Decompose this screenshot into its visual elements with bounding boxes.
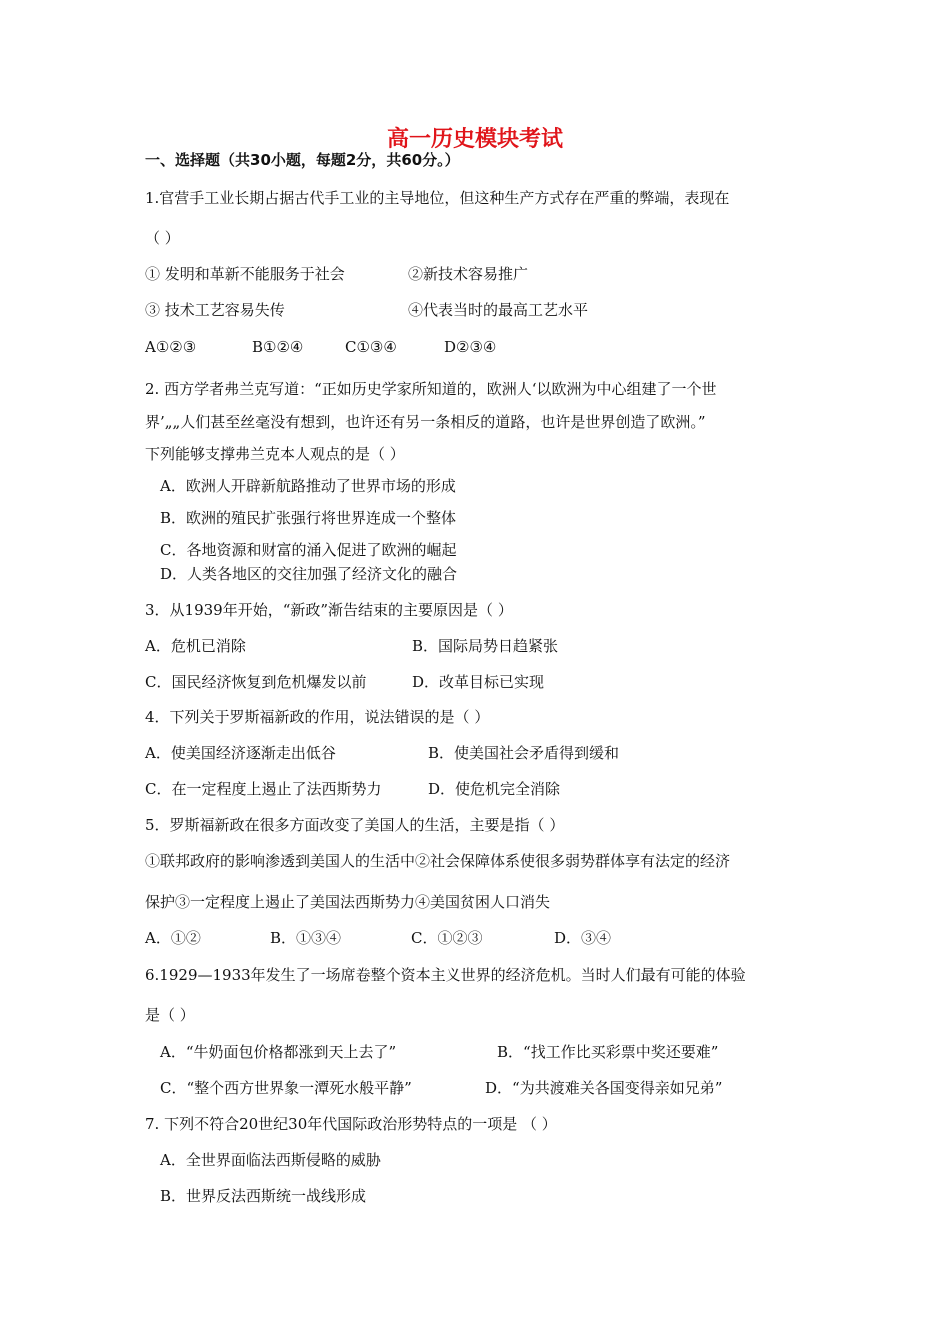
q1-choice-c: C①③④ (345, 338, 397, 356)
q6-choice-c: C．“整个西方世界象一潭死水般平静” (160, 1079, 412, 1097)
q1-stem-line-1: 1.官营手工业长期占据古代手工业的主导地位，但这种生产方式存在严重的弊端，表现在 (145, 189, 730, 207)
q5-choice-b: B．①③④ (270, 929, 342, 947)
q4-stem: 4．下列关于罗斯福新政的作用，说法错误的是（ ） (145, 708, 490, 726)
q7-choice-a: A．全世界面临法西斯侵略的威胁 (160, 1151, 381, 1169)
q1-choice-b: B①②④ (252, 338, 304, 356)
q5-statement-line-1: ①联邦政府的影响渗透到美国人的生活中②社会保障体系使很多弱势群体享有法定的经济 (145, 852, 731, 870)
q5-statement-line-2: 保护③一定程度上遏止了美国法西斯势力④美国贫困人口消失 (145, 893, 551, 911)
q2-stem-line-2: 界’„„人们甚至丝毫没有想到，也许还有另一条相反的道路，也许是世界创造了欧洲。” (145, 413, 706, 431)
q7-stem: 7. 下列不符合20世纪30年代国际政治形势特点的一项是 （ ） (145, 1115, 557, 1133)
q1-stem-line-2: （ ） (145, 229, 180, 247)
q3-choice-c: C．国民经济恢复到危机爆发以前 (145, 673, 367, 691)
q2-stem-line-3: 下列能够支撑弗兰克本人观点的是（ ） (145, 445, 405, 463)
q6-choice-b: B．“找工作比买彩票中奖还要难” (497, 1043, 719, 1061)
q1-option-3: ③ 技术工艺容易失传 (145, 301, 285, 319)
q6-choice-d: D．“为共渡难关各国变得亲如兄弟” (485, 1079, 723, 1097)
q3-choice-b: B．国际局势日趋紧张 (412, 637, 559, 655)
q4-choice-d: D．使危机完全消除 (428, 780, 561, 798)
exam-title: 高一历史模块考试 (386, 127, 563, 152)
q5-stem: 5．罗斯福新政在很多方面改变了美国人的生活，主要是指（ ） (145, 816, 565, 834)
q1-choice-a: A①②③ (145, 338, 197, 356)
q5-choice-c: C．①②③ (411, 929, 483, 947)
q2-choice-d: D．人类各地区的交往加强了经济文化的融合 (160, 565, 458, 583)
q1-option-4: ④代表当时的最高工艺水平 (408, 301, 589, 319)
q5-choice-a: A．①② (145, 929, 201, 947)
q3-stem: 3．从1939年开始，“新政”渐告结束的主要原因是（ ） (145, 601, 513, 619)
q3-choice-d: D．改革目标已实现 (412, 673, 545, 691)
q5-choice-d: D．③④ (554, 929, 612, 947)
q2-choice-b: B．欧洲的殖民扩张强行将世界连成一个整体 (160, 509, 457, 527)
q7-choice-b: B．世界反法西斯统一战线形成 (160, 1187, 367, 1205)
q4-choice-b: B．使美国社会矛盾得到缓和 (428, 744, 620, 762)
q1-option-2: ②新技术容易推广 (408, 265, 529, 283)
q6-choice-a: A．“牛奶面包价格都涨到天上去了” (160, 1043, 397, 1061)
q2-choice-a: A．欧洲人开辟新航路推动了世界市场的形成 (160, 477, 456, 495)
q1-choice-d: D②③④ (444, 338, 497, 356)
q6-stem-line-2: 是（ ） (145, 1006, 195, 1024)
q4-choice-c: C．在一定程度上遏止了法西斯势力 (145, 780, 382, 798)
section-heading: 一、选择题（共30小题，每题2分，共60分。） (145, 151, 460, 169)
q4-choice-a: A．使美国经济逐渐走出低谷 (145, 744, 336, 762)
q6-stem-line-1: 6.1929—1933年发生了一场席卷整个资本主义世界的经济危机。当时人们最有可能的体验 (145, 966, 746, 984)
q2-choice-c: C．各地资源和财富的涌入促进了欧洲的崛起 (160, 541, 457, 559)
q2-stem-line-1: 2. 西方学者弗兰克写道：“正如历史学家所知道的，欧洲人‘以欧洲为中心组建了一个世 (145, 380, 717, 398)
q1-option-1: ① 发明和革新不能服务于社会 (145, 265, 345, 283)
q3-choice-a: A．危机已消除 (145, 637, 246, 655)
